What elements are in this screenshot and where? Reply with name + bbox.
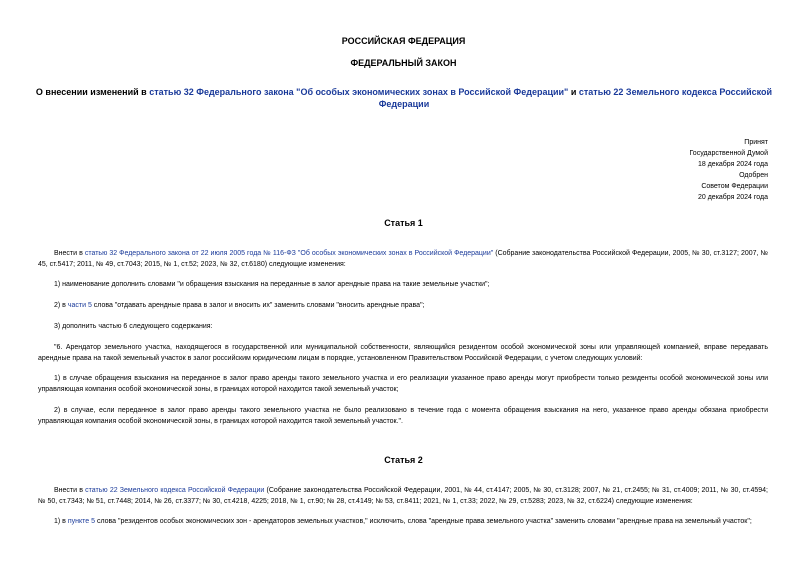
article-1-intro (38, 248, 768, 270)
adoption-block (689, 137, 768, 203)
approved-label: Одобрен (739, 172, 768, 179)
adopted-date: 18 декабря 2024 года (697, 161, 768, 168)
approved-by: Советом Федерации (701, 183, 768, 190)
a1-item2-suffix: слова "отдавать арендные права в залог и вносить их" заменить словами "вносить арендные права"; (91, 302, 425, 309)
article-2-intro (38, 485, 768, 507)
article-2-item-1 (38, 516, 768, 527)
article-1-item-1 (38, 279, 768, 290)
a1-intro-link[interactable]: статью 32 Федерального закона от 22 июля 2005 года № 116-ФЗ "Об особых экономических зонах в Российской Федерации" (84, 250, 494, 257)
a2-item1-suffix: слова "резидентов особых экономических зон - арендаторов земельных участков," исключить, слова "арендные права земельного участка" заменить словами "арендные права на земельный участок"; (95, 518, 752, 525)
article-1-condition-2 (38, 405, 768, 427)
adopted-by: Государственной Думой (689, 150, 768, 157)
article-1-part-6 (38, 342, 768, 364)
law-title (34, 86, 774, 110)
article-1-condition-1 (38, 373, 768, 395)
a1-item2-link[interactable]: части 5 (67, 302, 92, 309)
a2-intro-link[interactable]: статью 22 Земельного кодекса Российской Федерации (85, 487, 265, 494)
article-2-heading: Статья 2 (384, 455, 423, 465)
a1-part6-text: "6. Арендатор земельного участка, находящегося в государственной или муниципальной собственности, являющийся резидентом особой экономической зоны или управляющей компанией, вправе передавать арендные права на такой земельный участок в залог российским юридическим лицам в порядке, установленном Правительством Российской Федерации, с учетом следующих условий: (38, 344, 768, 362)
a1-intro-prefix: Внести в (54, 250, 85, 257)
title-link-article-22[interactable]: статью 22 Земельного кодекса Российской Федерации (378, 87, 773, 109)
a1-cond2-text: 2) в случае, если переданное в залог право аренды такого земельного участка не было реализовано в течение года с момента обращения взыскания на него, указанное право аренды обязана приобрести управляющая компания особой экономической зоны, в границах которой находится такой земельный участок.". (38, 407, 768, 425)
article-1-heading: Статья 1 (384, 218, 423, 228)
a1-intro-suffix: (Собрание законодательства Российской Федерации, 2005, № 30, ст.3127; 2007, № 45, ст.5417; 2011, № 49, ст.7043; 2015, № 1, ст.52; 2023, № 32, ст.6180) следующие изменения: (38, 250, 769, 268)
article-1-item-2 (38, 300, 768, 311)
title-link-article-32[interactable]: статью 32 Федерального закона "Об особых экономических зонах в Российской Федерации" (149, 87, 569, 97)
a2-intro-suffix: (Собрание законодательства Российской Федерации, 2001, № 44, ст.4147; 2005, № 30, ст.3128; 2007, № 21, ст.2455; № 31, ст.4009; 2011, № 30, ст.4594; № 50, ст.7343; № 51, ст.7448; 2014, № 26, ст.3377; № 30, ст.4218, 4225; 2018, № 1, ст.90; № 28, ст.4149; № 53, ст.8411; 2021, № 1, ст.33; 2022, № 29, ст.5283; 2023, № 32, ст.6224) следующие изменения: (38, 487, 768, 505)
a1-item2-prefix: 2) в (54, 302, 68, 309)
adopted-label: Принят (744, 139, 768, 146)
a1-cond1-text: 1) в случае обращения взыскания на переданное в залог право аренды такого земельного участка и его реализации указанное право аренды могут приобрести только резиденты особой экономической зоны или управляющая компания особой экономической зоны, в границах которой находится такой земельный участок; (38, 375, 768, 393)
country-heading: РОССИЙСКАЯ ФЕДЕРАЦИЯ (341, 36, 466, 46)
title-middle: и (568, 87, 579, 97)
a1-item3-text: 3) дополнить частью 6 следующего содержания: (54, 323, 213, 330)
approved-date: 20 декабря 2024 года (697, 194, 768, 201)
a2-item1-prefix: 1) в (54, 518, 68, 525)
a2-intro-prefix: Внести в (54, 487, 86, 494)
a1-item1-text: 1) наименование дополнить словами "и обращения взыскания на переданные в залог арендные права на такие земельные участки"; (54, 281, 490, 288)
law-type-heading: ФЕДЕРАЛЬНЫЙ ЗАКОН (350, 58, 457, 68)
title-prefix: О внесении изменений в (35, 87, 150, 97)
article-1-item-3 (38, 321, 768, 332)
a2-item1-link[interactable]: пункте 5 (67, 518, 95, 525)
